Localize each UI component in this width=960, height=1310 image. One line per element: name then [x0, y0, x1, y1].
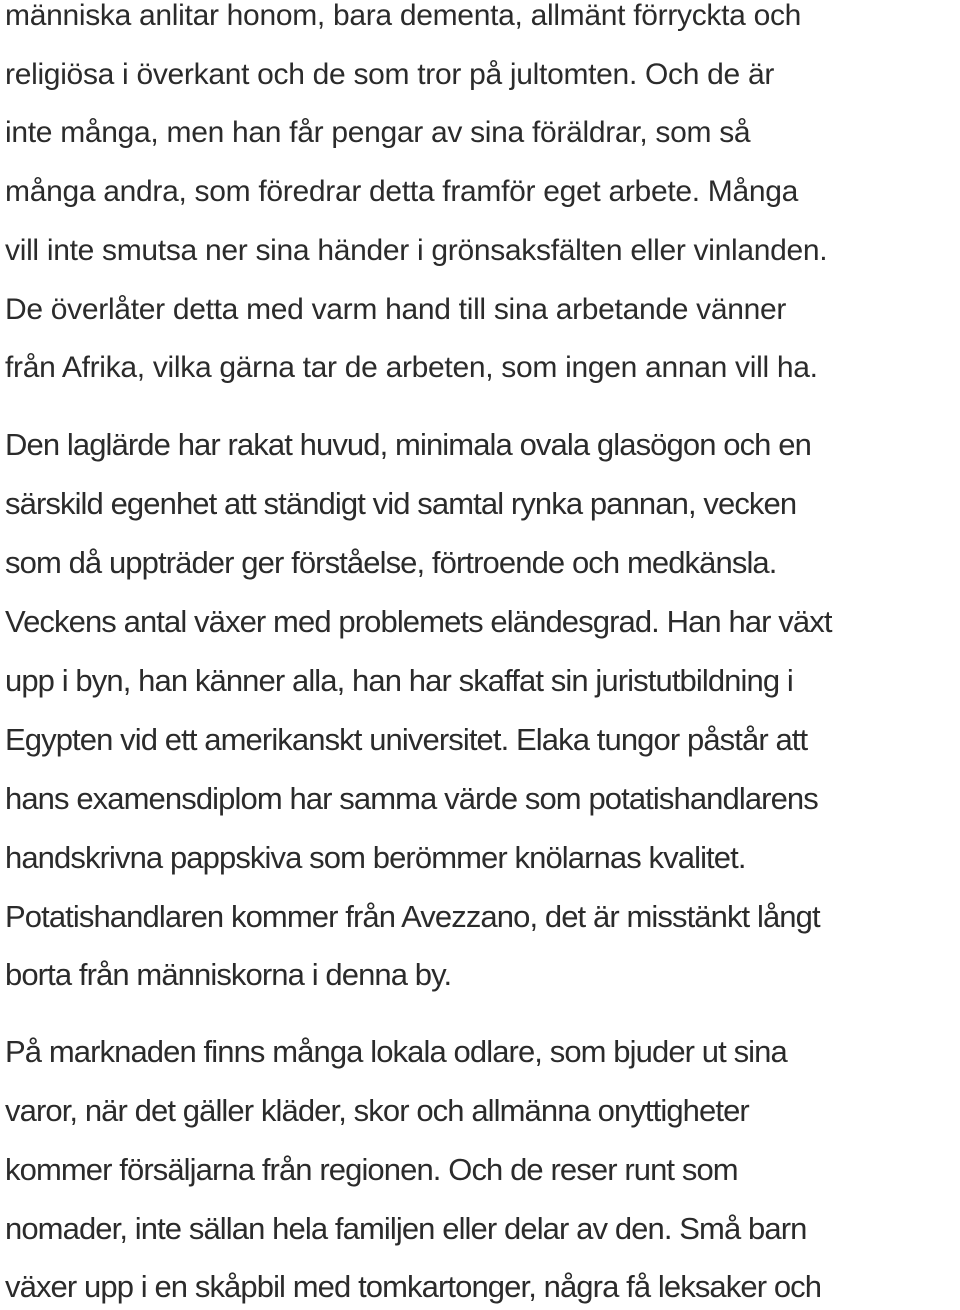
text-line: vill inte smutsa ner sina händer i grönsaksfälten eller vinlanden. [5, 234, 828, 267]
text-line: hans examensdiplom har samma värde som potatishandlarens [5, 781, 818, 816]
text-line: Egypten vid ett amerikanskt universitet. Elaka tungor påstår att [5, 722, 808, 757]
text-line: växer upp i en skåpbil med tomkartonger, några få leksaker och [5, 1269, 822, 1304]
text-line: Den laglärde har rakat huvud, minimala ovala glasögon och en [5, 427, 811, 462]
text-line: nomader, inte sällan hela familjen eller delar av den. Små barn [5, 1211, 807, 1246]
text-line: handskrivna pappskiva som berömmer knölarnas kvalitet. [5, 840, 746, 875]
text-line: religiösa i överkant och de som tror på jultomten. Och de är [5, 58, 775, 91]
text-line: många andra, som föredrar detta framför eget arbete. Många [5, 175, 799, 208]
text-line: som då uppträder ger förståelse, förtroende och medkänsla. [5, 545, 777, 580]
text-line: inte många, men han får pengar av sina föräldrar, som så [5, 116, 751, 149]
text-line: borta från människorna i denna by. [5, 957, 452, 992]
text-line: De överlåter detta med varm hand till sina arbetande vänner [5, 293, 787, 326]
text-line: särskild egenhet att ständigt vid samtal rynka pannan, vecken [5, 486, 797, 521]
text-line: kommer försäljarna från regionen. Och de reser runt som [5, 1152, 738, 1187]
text-line: upp i byn, han känner alla, han har skaffat sin juristutbildning i [5, 663, 793, 698]
text-line: Potatishandlaren kommer från Avezzano, det är misstänkt långt [5, 899, 820, 934]
text-line: På marknaden finns många lokala odlare, som bjuder ut sina [5, 1034, 787, 1069]
text-line: människa anlitar honom, bara dementa, allmänt förryckta och [5, 0, 802, 32]
text-line: från Afrika, vilka gärna tar de arbeten, som ingen annan vill ha. [5, 351, 818, 384]
text-line: varor, när det gäller kläder, skor och allmänna onyttigheter [5, 1093, 749, 1128]
text-line: Veckens antal växer med problemets eländesgrad. Han har växt [5, 604, 832, 639]
